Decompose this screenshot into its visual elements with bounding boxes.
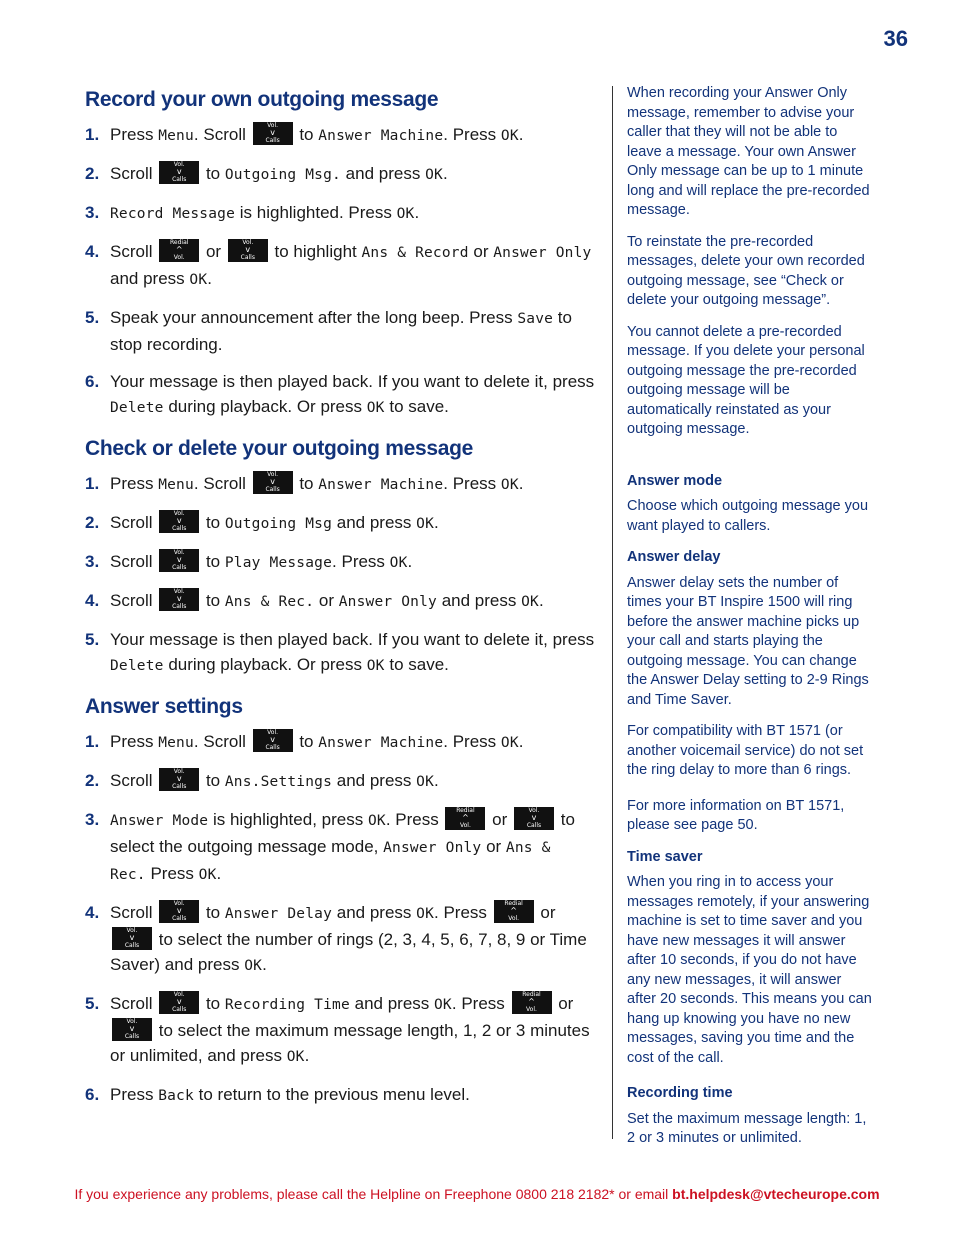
display-text: OK — [286, 1049, 305, 1066]
key-label: Vol. — [267, 729, 279, 737]
instruction-text: . Press — [385, 810, 444, 829]
step-number: 4. — [85, 903, 100, 922]
scroll-down-key-icon — [159, 549, 199, 572]
instruction-text: Scroll — [110, 994, 158, 1014]
instruction-text: to select the maximum message length, 1, 2 or 3 minutes or unlimited, and press — [110, 1021, 590, 1066]
step-item — [85, 200, 595, 227]
display-text: Answer Machine — [318, 128, 444, 144]
step-number: 1. — [85, 125, 100, 144]
scroll-down-key-icon — [159, 161, 199, 184]
sidebar-text: For compatibility with BT 1571 (or another voicemail service) do not set the ring delay to more than 6 rings. — [627, 723, 864, 778]
instruction-text: to — [294, 125, 319, 144]
section-title: Check or delete your outgoing message — [85, 437, 473, 460]
step-item — [85, 900, 595, 979]
step-text — [110, 369, 595, 421]
sidebar-text: When you ring in to access your messages remotely, if your answering machine is set to time saver and you have new messages it will answer after 10 seconds, if you do not have any new messages, it will answer after 20 seconds. This means you can hang up knowing you have no new messages, saving you time and the cost of the call. — [627, 874, 872, 1066]
instruction-text: or — [535, 903, 556, 922]
display-text: OK — [500, 735, 519, 751]
step-number: 5. — [85, 994, 100, 1014]
key-label: Calls — [265, 486, 280, 494]
instruction-text: or — [553, 994, 574, 1014]
key-label: Calls — [265, 744, 280, 752]
key-label: Vol. — [508, 915, 520, 923]
key-label: Redial — [504, 900, 523, 908]
instruction-text: and press — [332, 903, 417, 922]
instruction-text: Speak your announcement after the long beep. Press — [110, 308, 518, 327]
sidebar-heading-answer-mode: Answer mode — [627, 472, 723, 489]
instruction-text: is highlighted, press — [208, 810, 368, 829]
instruction-text: and press — [340, 164, 426, 183]
instruction-text: is highlighted. Press — [235, 203, 397, 222]
scroll-down-key-icon — [253, 729, 293, 752]
instruction-text: Scroll — [110, 591, 158, 610]
down-arrow-icon: v — [270, 735, 275, 745]
instruction-text: Press — [145, 864, 199, 883]
display-text: OK — [198, 867, 217, 883]
step-item — [85, 369, 595, 421]
step-number: 5. — [85, 630, 100, 649]
scroll-up-key-icon — [159, 239, 199, 262]
display-text: OK — [367, 813, 386, 829]
down-arrow-icon: v — [270, 128, 275, 138]
display-text: Menu — [158, 735, 194, 751]
display-text: Ans.Settings — [224, 774, 333, 790]
main-content — [85, 88, 595, 1125]
step-item — [85, 122, 595, 149]
step-number: 2. — [85, 164, 100, 183]
instruction-text: to — [201, 513, 225, 532]
display-text: Save — [517, 311, 554, 327]
instruction-text: . — [414, 203, 420, 222]
step-item — [85, 729, 595, 756]
instruction-text: . Press — [434, 903, 492, 922]
instruction-text: Scroll — [110, 903, 158, 922]
scroll-up-key-icon — [494, 900, 534, 923]
key-label: Calls — [124, 942, 140, 950]
instruction-text: . Press — [443, 732, 501, 751]
display-text: Ans & Rec. — [110, 840, 551, 883]
step-text — [110, 200, 595, 227]
instruction-text: to — [294, 732, 319, 751]
display-text: OK — [416, 774, 435, 790]
instruction-text: and press — [332, 513, 417, 532]
display-text: Answer Only — [493, 245, 592, 261]
display-text: Record Message — [110, 206, 236, 222]
key-label: Calls — [172, 783, 187, 791]
display-text: Answer Machine — [318, 477, 444, 493]
step-item — [85, 510, 595, 537]
down-arrow-icon: v — [176, 516, 182, 526]
step-text — [110, 549, 595, 576]
key-label: Vol. — [526, 1006, 537, 1014]
key-label: Vol. — [528, 807, 540, 815]
instruction-text: Scroll — [110, 513, 158, 532]
display-text: Answer Mode — [110, 813, 209, 829]
section — [85, 88, 595, 421]
key-label: Redial — [456, 807, 475, 815]
step-number: 1. — [85, 474, 100, 493]
down-arrow-icon: v — [176, 774, 182, 784]
sidebar-heading-time-saver: Time saver — [627, 848, 703, 865]
scroll-down-key-icon — [112, 1018, 152, 1041]
step-text — [110, 991, 595, 1070]
down-arrow-icon: v — [176, 906, 182, 916]
instruction-text: to — [201, 552, 225, 571]
step-number: 6. — [85, 1085, 100, 1105]
instruction-text: . — [518, 125, 524, 144]
instruction-text: . Scroll — [193, 125, 251, 144]
key-label: Vol. — [173, 549, 185, 557]
instruction-text: during playback. Or press — [163, 397, 367, 416]
key-label: Vol. — [459, 822, 471, 830]
up-arrow-icon: ^ — [510, 906, 517, 916]
sidebar-text: For more information on BT 1571, please see page 50. — [627, 797, 845, 833]
instruction-text: Press — [110, 732, 159, 751]
instruction-text: Scroll — [110, 552, 158, 571]
up-arrow-icon: ^ — [175, 245, 183, 255]
key-label: Calls — [240, 254, 255, 262]
section — [85, 695, 595, 1109]
step-text — [110, 122, 595, 149]
display-text: Answer Only — [383, 840, 482, 856]
step-number: 1. — [85, 732, 100, 751]
sidebar-note: When recording your Answer Only message, remember to advise your caller that they will not be able to leave a message. Your own Answer Only message can be up to 1 minute long and will replace the pre-recorded message. — [627, 85, 870, 218]
key-label: Vol. — [126, 927, 138, 935]
scroll-down-key-icon — [159, 991, 199, 1014]
display-text: OK — [189, 272, 208, 288]
footer-text: If you experience any problems, please call the Helpline on Freephone 0800 218 2182* or email — [74, 1186, 673, 1202]
display-text: OK — [425, 167, 443, 183]
instruction-text: Your message is then played back. If you want to delete it, press — [110, 372, 595, 391]
down-arrow-icon: v — [129, 1024, 135, 1034]
key-label: Vol. — [173, 991, 185, 999]
section-title: Answer settings — [85, 695, 243, 718]
instruction-text: or — [314, 591, 339, 610]
section — [85, 437, 595, 679]
instruction-text: Your message is then played back. If you want to delete it, press — [110, 630, 595, 649]
key-label: Vol. — [173, 161, 185, 169]
key-label: Calls — [265, 137, 280, 145]
key-label: Vol. — [267, 471, 279, 479]
down-arrow-icon: v — [176, 167, 182, 177]
instruction-text: . Press — [332, 552, 390, 571]
step-text — [110, 900, 595, 979]
instruction-text: . — [434, 771, 439, 790]
key-label: Redial — [522, 991, 541, 999]
section-title: Record your own outgoing message — [85, 88, 439, 111]
instruction-text: to — [294, 474, 319, 493]
scroll-down-key-icon — [514, 807, 554, 830]
scroll-down-key-icon — [228, 239, 268, 262]
display-text: OK — [389, 555, 408, 571]
step-item — [85, 627, 595, 679]
key-label: Calls — [172, 176, 187, 184]
step-item — [85, 1082, 595, 1109]
display-text: Answer Machine — [318, 735, 444, 751]
page-number: 36 — [883, 26, 908, 51]
instruction-text: or — [201, 242, 226, 261]
display-text: Menu — [158, 477, 194, 493]
down-arrow-icon: v — [531, 813, 537, 823]
instruction-text: . — [407, 552, 413, 571]
step-text — [110, 305, 595, 357]
step-item — [85, 991, 595, 1070]
sidebar-note: You cannot delete a pre-recorded message. If you delete your personal outgoing message the pre-recorded outgoing message will be automatically reinstated as your outgoing message. — [627, 323, 865, 437]
step-item — [85, 471, 595, 498]
display-text: Play Message — [224, 555, 333, 571]
step-text — [110, 1082, 595, 1109]
scroll-down-key-icon — [159, 510, 199, 533]
instruction-text: . Press — [443, 125, 501, 144]
sidebar-note: To reinstate the pre-recorded messages, delete your own recorded outgoing message, see “Check or delete your outgoing message”. — [627, 233, 865, 308]
instruction-text: Press — [110, 1085, 159, 1105]
display-text: OK — [521, 594, 539, 610]
down-arrow-icon: v — [270, 477, 275, 487]
scroll-up-key-icon — [445, 807, 485, 830]
key-label: Calls — [172, 603, 187, 611]
instruction-text: Scroll — [110, 771, 158, 790]
instruction-text: . Scroll — [193, 732, 251, 751]
down-arrow-icon: v — [176, 555, 182, 565]
key-label: Vol. — [242, 239, 254, 247]
display-text: OK — [244, 958, 263, 975]
step-item — [85, 768, 595, 795]
scroll-down-key-icon — [159, 768, 199, 791]
display-text: OK — [434, 997, 452, 1014]
key-label: Vol. — [173, 900, 185, 908]
sidebar-text: Answer delay sets the number of times your BT Inspire 1500 will ring before the answer machine picks up your call and starts playing the outgoing message. You can change the Answer Delay setting to 2-9 Rings and Time Saver. — [627, 574, 869, 708]
instruction-text: to highlight — [269, 242, 362, 261]
display-text: OK — [366, 658, 385, 674]
scroll-up-key-icon — [512, 991, 552, 1014]
sidebar-text: Choose which outgoing message you want played to callers. — [627, 498, 869, 534]
scroll-down-key-icon — [159, 900, 199, 923]
key-label: Vol. — [173, 768, 185, 776]
key-label: Calls — [172, 564, 187, 572]
step-number: 3. — [85, 552, 100, 571]
step-text — [110, 729, 595, 756]
step-text — [110, 768, 595, 795]
key-label: Vol. — [267, 122, 279, 130]
key-label: Vol. — [173, 510, 185, 518]
instruction-text: and press — [332, 771, 417, 790]
key-label: Vol. — [173, 254, 185, 262]
step-number: 4. — [85, 242, 100, 261]
key-label: Calls — [172, 525, 187, 533]
down-arrow-icon: v — [129, 933, 135, 943]
display-text: Back — [158, 1088, 194, 1105]
instruction-text: to return to the previous menu level. — [193, 1085, 470, 1105]
display-text: OK — [396, 206, 415, 222]
key-label: Vol. — [126, 1018, 138, 1026]
instruction-text: . Press — [443, 474, 501, 493]
scroll-down-key-icon — [112, 927, 152, 950]
instruction-text: to — [201, 771, 225, 790]
instruction-text: . — [538, 591, 544, 610]
step-item — [85, 588, 595, 615]
instruction-text: Press — [110, 474, 159, 493]
key-label: Calls — [172, 1006, 187, 1014]
display-text: Answer Delay — [224, 906, 333, 922]
step-number: 2. — [85, 513, 100, 532]
instruction-text: . — [304, 1046, 310, 1066]
instruction-text: . — [518, 474, 524, 493]
instruction-text: . — [216, 864, 222, 883]
instruction-text: Press — [110, 125, 159, 144]
step-item — [85, 807, 595, 888]
instruction-text: . Press — [451, 994, 510, 1014]
key-label: Calls — [526, 822, 542, 830]
display-text: Outgoing Msg. — [224, 167, 341, 183]
instruction-text: to save. — [384, 655, 449, 674]
instruction-text: to select the outgoing message mode, — [110, 810, 575, 856]
key-label: Calls — [172, 915, 187, 923]
instruction-text: . — [434, 513, 439, 532]
display-text: OK — [416, 516, 435, 532]
step-number: 4. — [85, 591, 100, 610]
down-arrow-icon: v — [245, 245, 251, 255]
instruction-text: and press — [349, 994, 434, 1014]
instruction-text: to stop recording. — [110, 308, 572, 354]
display-text: Delete — [110, 400, 164, 416]
instruction-text: to — [201, 994, 225, 1014]
step-text — [110, 627, 595, 679]
instruction-text: or — [468, 242, 494, 261]
scroll-down-key-icon — [253, 471, 293, 494]
instruction-text: and press — [436, 591, 522, 610]
display-text: Ans & Rec. — [224, 594, 315, 610]
instruction-text: . — [207, 269, 212, 288]
step-text — [110, 510, 595, 537]
display-text: OK — [500, 128, 519, 144]
step-text — [110, 588, 595, 615]
step-text — [110, 239, 595, 293]
instruction-text: . Scroll — [193, 474, 251, 493]
sidebar-text: Set the maximum message length: 1, 2 or 3 minutes or unlimited. — [627, 1110, 867, 1146]
step-item — [85, 549, 595, 576]
step-number: 6. — [85, 372, 100, 391]
display-text: Menu — [158, 128, 194, 144]
step-item — [85, 239, 595, 293]
down-arrow-icon: v — [176, 594, 182, 604]
instruction-text: or — [487, 810, 512, 829]
step-number: 3. — [85, 203, 100, 222]
up-arrow-icon: ^ — [528, 997, 535, 1007]
step-number: 5. — [85, 308, 100, 327]
sidebar — [627, 84, 872, 1161]
instruction-text: to — [201, 591, 225, 610]
down-arrow-icon: v — [176, 997, 182, 1007]
step-text — [110, 161, 595, 188]
sidebar-heading-recording-time: Recording time — [627, 1085, 733, 1101]
instruction-text: Scroll — [110, 164, 158, 183]
display-text: OK — [416, 906, 435, 922]
instruction-text: to select the number of rings (2, 3, 4, 5, 6, 7, 8, 9 or Time Saver) and press — [110, 930, 587, 975]
instruction-text: . — [442, 164, 448, 183]
footer-email-link[interactable]: bt.helpdesk@vtecheurope.com — [672, 1186, 880, 1202]
footer-helpline — [0, 1186, 954, 1202]
instruction-text: to — [201, 903, 225, 922]
instruction-text: . — [518, 732, 524, 751]
sidebar-heading-answer-delay: Answer delay — [627, 549, 721, 565]
instruction-text: to save. — [384, 397, 449, 416]
instruction-text: Scroll — [110, 242, 158, 261]
instruction-text: to — [201, 164, 225, 183]
display-text: OK — [366, 400, 385, 416]
step-text — [110, 807, 595, 888]
key-label: Vol. — [173, 588, 185, 596]
step-item — [85, 305, 595, 357]
display-text: OK — [500, 477, 519, 493]
instruction-text: and press — [110, 269, 190, 288]
scroll-down-key-icon — [159, 588, 199, 611]
step-text — [110, 471, 595, 498]
column-divider — [612, 86, 613, 1139]
step-item — [85, 161, 595, 188]
instruction-text: . — [262, 955, 267, 975]
step-number: 3. — [85, 810, 100, 829]
display-text: Recording Time — [224, 997, 350, 1014]
display-text: Delete — [110, 658, 164, 674]
display-text: Answer Only — [338, 594, 437, 610]
step-number: 2. — [85, 771, 100, 790]
instruction-text: during playback. Or press — [163, 655, 367, 674]
scroll-down-key-icon — [253, 122, 293, 145]
display-text: Ans & Record — [361, 245, 469, 261]
instruction-text: or — [481, 837, 506, 856]
display-text: Outgoing Msg — [224, 516, 333, 532]
key-label: Calls — [124, 1033, 140, 1041]
key-label: Redial — [170, 239, 189, 247]
up-arrow-icon: ^ — [462, 813, 469, 823]
